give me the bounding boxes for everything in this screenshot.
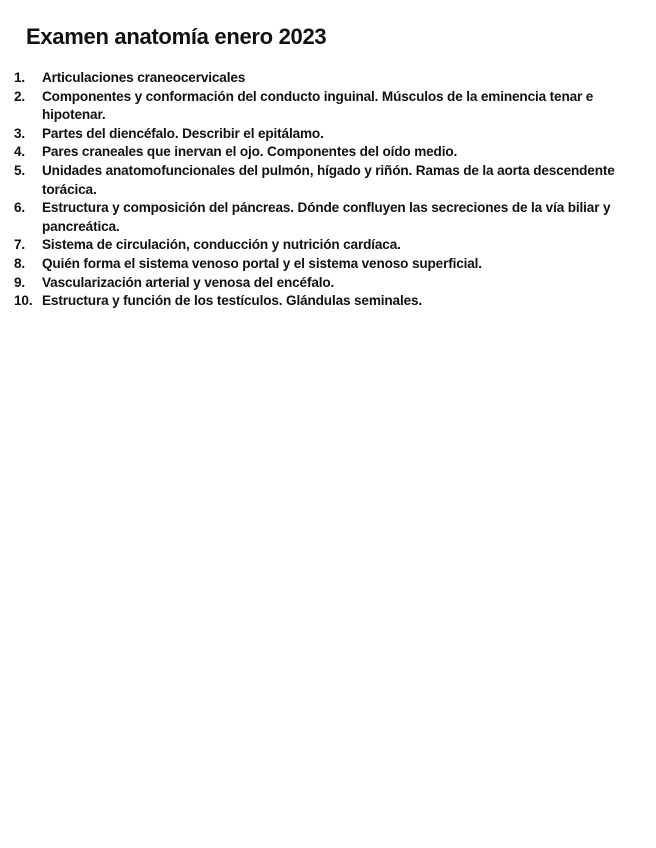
question-item xyxy=(14,143,640,162)
question-text: Quién forma el sistema venoso portal y el sistema venoso superficial. xyxy=(42,255,482,271)
question-text: Estructura y función de los testículos. Glándulas seminales. xyxy=(42,293,423,309)
question-item xyxy=(14,292,640,311)
question-item xyxy=(14,125,640,144)
question-text: Vascularización arterial y venosa del encéfalo. xyxy=(42,274,335,290)
question-item xyxy=(14,88,640,125)
question-number: 8. xyxy=(14,255,26,271)
question-list xyxy=(14,69,640,311)
question-number: 9. xyxy=(14,274,26,290)
question-item xyxy=(14,274,640,293)
question-number: 3. xyxy=(14,125,26,141)
question-text: Articulaciones craneocervicales xyxy=(42,70,246,85)
page-title: Examen anatomía enero 2023 xyxy=(26,24,327,49)
question-item xyxy=(14,255,640,274)
question-text: Pares craneales que inervan el ojo. Componentes del oído medio. xyxy=(42,144,458,160)
question-text: Sistema de circulación, conducción y nutrición cardíaca. xyxy=(42,237,401,253)
question-text: Componentes y conformación del conducto inguinal. Músculos de la eminencia tenar e hipotenar. xyxy=(42,88,594,123)
question-number: 6. xyxy=(14,200,26,216)
question-item xyxy=(14,236,640,255)
question-number: 5. xyxy=(14,162,26,178)
question-text: Estructura y composición del páncreas. Dónde confluyen las secreciones de la vía biliar y pancreática. xyxy=(42,200,611,234)
question-text: Unidades anatomofuncionales del pulmón, hígado y riñón. Ramas de la aorta descendente torácica. xyxy=(42,162,615,197)
question-number: 10. xyxy=(14,293,33,309)
question-number: 7. xyxy=(14,237,26,253)
question-number: 4. xyxy=(14,144,26,160)
question-item xyxy=(14,162,640,199)
question-number: 1. xyxy=(14,70,26,85)
question-item xyxy=(14,69,640,88)
question-number: 2. xyxy=(14,88,26,104)
question-item xyxy=(14,199,640,236)
question-text: Partes del diencéfalo. Describir el epitálamo. xyxy=(42,125,324,141)
